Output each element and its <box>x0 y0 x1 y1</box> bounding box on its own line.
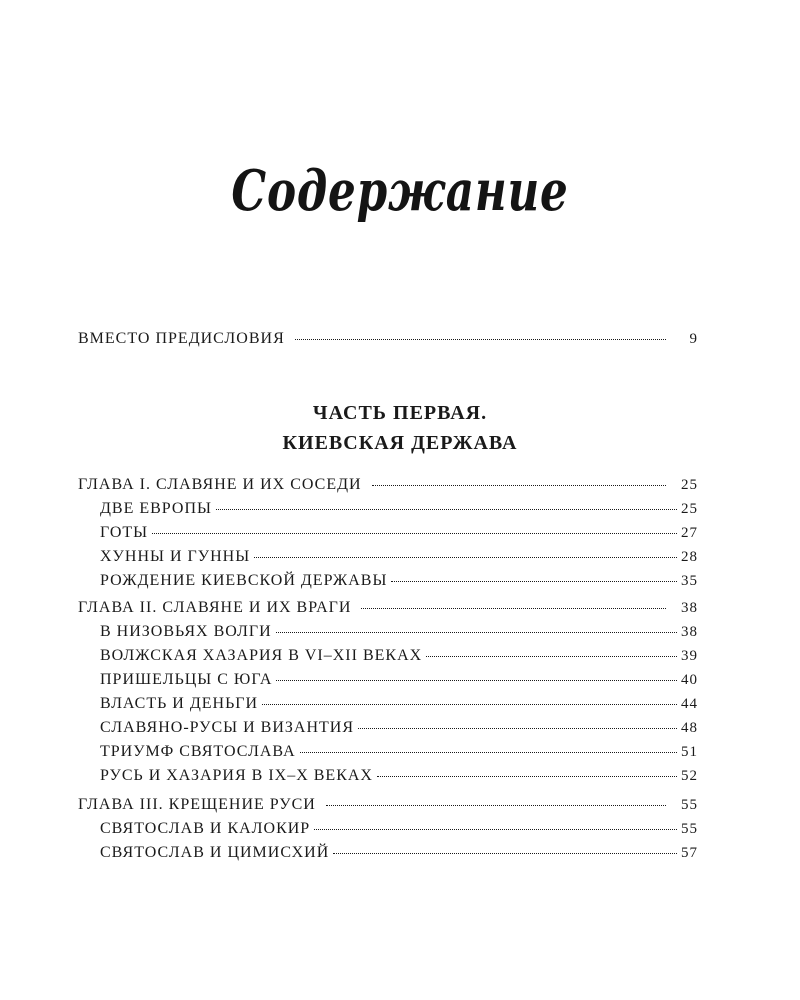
toc-section-label: ВОЛЖСКАЯ ХАЗАРИЯ В VI–XII ВЕКАХ <box>100 647 423 664</box>
toc-section[interactable] <box>100 647 698 665</box>
toc-section-label: РУСЬ И ХАЗАРИЯ В IX–X ВЕКАХ <box>100 767 373 784</box>
toc-page-number: 9 <box>689 331 698 347</box>
toc-section-label: ТРИУМФ СВЯТОСЛАВА <box>100 743 296 760</box>
toc-page-number: 51 <box>681 744 698 760</box>
toc-chapter-label: ГЛАВА I. СЛАВЯНЕ И ИХ СОСЕДИ <box>78 476 362 493</box>
dot-leader <box>276 680 677 681</box>
toc-section-label: ПРИШЕЛЬЦЫ С ЮГА <box>100 671 273 688</box>
toc-page-number: 35 <box>681 573 698 589</box>
toc-chapter[interactable] <box>78 796 698 814</box>
toc-section-label: ХУННЫ И ГУННЫ <box>100 548 251 565</box>
toc-section-label: ВЛАСТЬ И ДЕНЬГИ <box>100 695 259 712</box>
toc-page-number: 28 <box>681 549 698 565</box>
toc-chapter-label: ГЛАВА II. СЛАВЯНЕ И ИХ ВРАГИ <box>78 599 352 616</box>
dot-leader <box>361 608 666 609</box>
toc-section[interactable] <box>100 743 698 761</box>
toc-section-label: СВЯТОСЛАВ И ЦИМИСХИЙ <box>100 844 330 861</box>
toc-section[interactable] <box>100 524 698 542</box>
toc-section[interactable] <box>100 820 698 838</box>
toc-section[interactable] <box>100 844 698 862</box>
toc-page-number: 38 <box>681 624 698 640</box>
dot-leader <box>314 829 677 830</box>
dot-leader <box>426 656 677 657</box>
toc-page-number: 52 <box>681 768 698 784</box>
toc-entry-preface[interactable] <box>78 330 698 348</box>
toc-section[interactable] <box>100 671 698 689</box>
toc-section[interactable] <box>100 767 698 785</box>
dot-leader <box>262 704 677 705</box>
toc-page-number: 48 <box>681 720 698 736</box>
toc-section-label: ГОТЫ <box>100 524 149 541</box>
dot-leader <box>300 752 677 753</box>
dot-leader <box>391 581 677 582</box>
toc-chapter[interactable] <box>78 476 698 494</box>
toc-page-number: 39 <box>681 648 698 664</box>
part-heading-line-1: ЧАСТЬ ПЕРВАЯ. <box>312 402 488 424</box>
toc-section[interactable] <box>100 623 698 641</box>
toc-page-number: 44 <box>681 696 698 712</box>
dot-leader <box>333 853 677 854</box>
dot-leader <box>216 509 677 510</box>
toc-page-number: 38 <box>681 600 698 616</box>
toc-section-label: РОЖДЕНИЕ КИЕВСКОЙ ДЕРЖАВЫ <box>100 572 388 589</box>
toc-chapter-label: ГЛАВА III. КРЕЩЕНИЕ РУСИ <box>78 796 316 813</box>
toc-section-label: ДВЕ ЕВРОПЫ <box>100 500 212 517</box>
toc-section-label: СВЯТОСЛАВ И КАЛОКИР <box>100 820 311 837</box>
toc-section[interactable] <box>100 500 698 518</box>
dot-leader <box>372 485 666 486</box>
toc-page-number: 25 <box>681 477 698 493</box>
part-heading-line-2: КИЕВСКАЯ ДЕРЖАВА <box>282 432 518 454</box>
dot-leader <box>254 557 677 558</box>
toc-page-number: 25 <box>681 501 698 517</box>
toc-page-number: 27 <box>681 525 698 541</box>
toc-section[interactable] <box>100 695 698 713</box>
dot-leader <box>377 776 677 777</box>
toc-section[interactable] <box>100 719 698 737</box>
toc-section[interactable] <box>100 572 698 590</box>
toc-section-label: СЛАВЯНО-РУСЫ И ВИЗАНТИЯ <box>100 719 355 736</box>
toc-section-label: В НИЗОВЬЯХ ВОЛГИ <box>100 623 272 640</box>
toc-section[interactable] <box>100 548 698 566</box>
toc-chapter[interactable] <box>78 599 698 617</box>
toc-page-number: 40 <box>681 672 698 688</box>
dot-leader <box>358 728 677 729</box>
page-title: Содержание <box>231 158 569 224</box>
toc-entry-label: ВМЕСТО ПРЕДИСЛОВИЯ <box>78 330 285 347</box>
dot-leader <box>152 533 677 534</box>
toc-page-number: 55 <box>681 797 698 813</box>
part-heading <box>0 398 800 458</box>
dot-leader <box>276 632 677 633</box>
dot-leader <box>326 805 666 806</box>
dot-leader <box>295 339 666 340</box>
toc-page-number: 55 <box>681 821 698 837</box>
toc-page-number: 57 <box>681 845 698 861</box>
